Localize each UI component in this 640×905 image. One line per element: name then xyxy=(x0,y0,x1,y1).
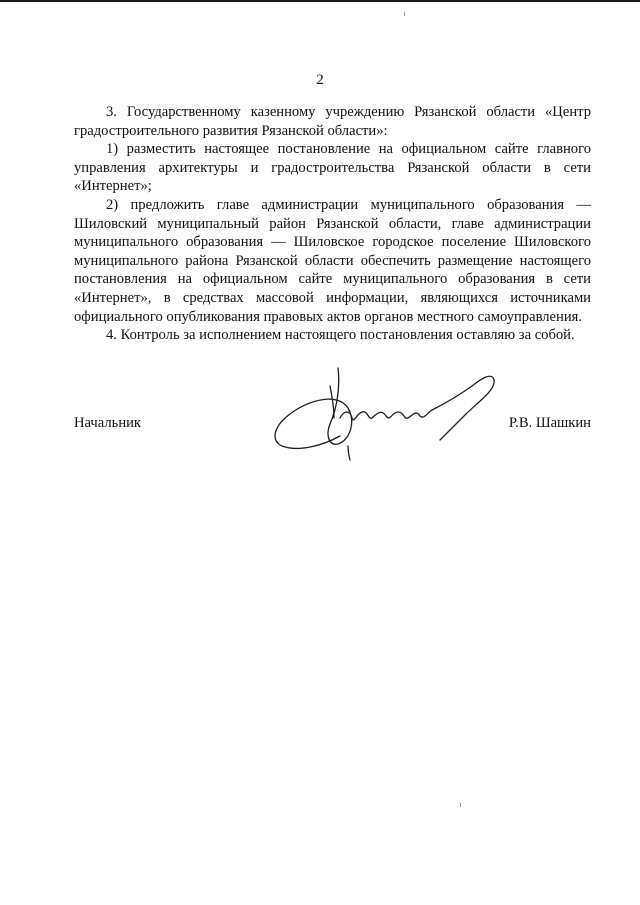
scan-speck xyxy=(404,12,405,16)
signatory-name: Р.В. Шашкин xyxy=(508,415,591,431)
paragraph-item-4: 4. Контроль за исполнением настоящего постановления оставляю за собой. xyxy=(106,327,575,344)
document-body xyxy=(74,103,591,345)
signatory-position: Начальник xyxy=(74,415,142,431)
page-number: 2 xyxy=(316,72,324,88)
handwritten-signature xyxy=(268,362,508,462)
scan-top-edge xyxy=(0,0,640,2)
paragraph-subitem-2: 2) предложить главе администрации муниципального образования — Шиловский муниципальный район Рязанской области, главе администрации муниципального образования — Шиловское городское поселение Шиловского муниципального района Рязанской области обеспечить размещение настоящего постановления на официальном сайте муниципального образования в сети «Интернет», в средствах массовой информации, являющихся источниками официального опубликования правовых актов органов местного самоуправления. xyxy=(74,196,591,325)
paragraph-subitem-1: 1) разместить настоящее постановление на официальном сайте главного управления архитектуры и градостроительства Рязанской области в сети «Интернет»; xyxy=(74,141,591,195)
paragraph-item-3: 3. Государственному казенному учреждению Рязанской области «Центр градостроительного развития Рязанской области»: xyxy=(74,104,591,139)
scan-speck xyxy=(460,803,461,807)
